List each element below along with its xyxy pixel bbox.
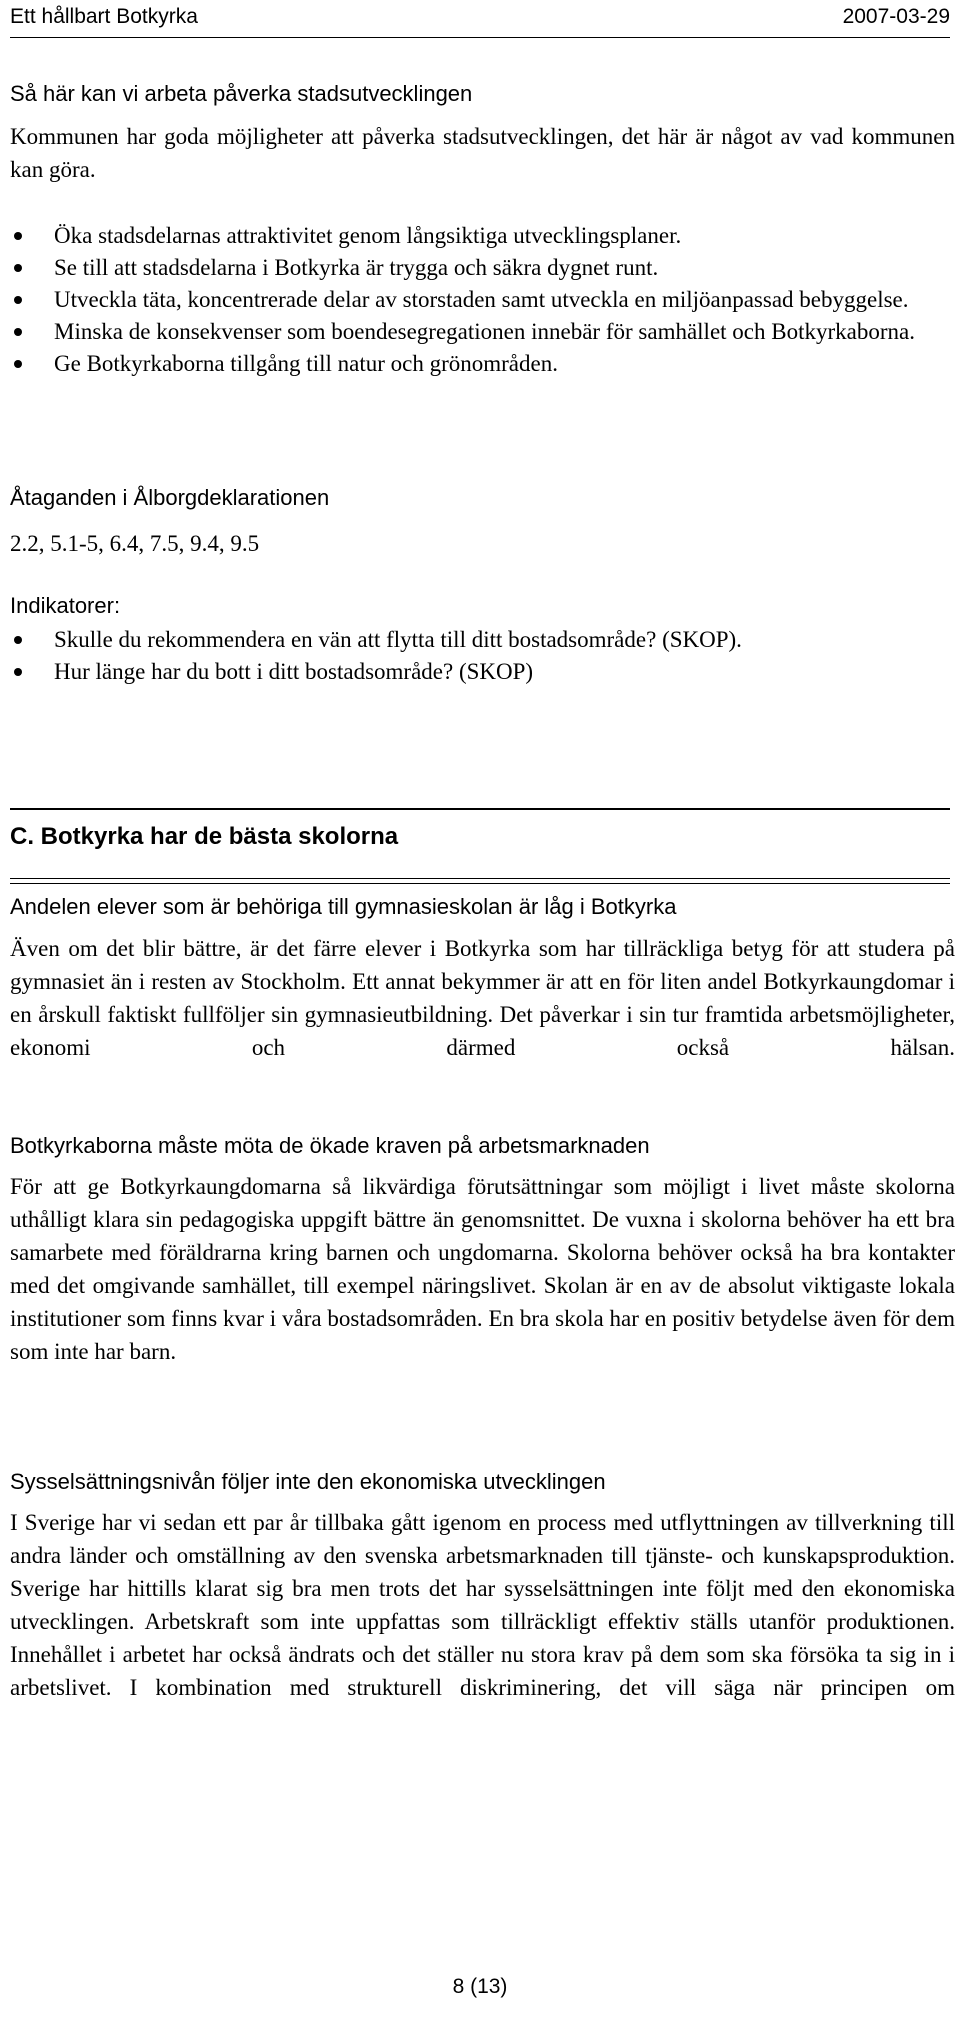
section-rule-bottom bbox=[10, 878, 950, 884]
section-heading-urban-development: Så här kan vi arbeta påverka stadsutvecklingen bbox=[10, 81, 473, 106]
paragraph-employment: I Sverige har vi sedan ett par år tillbaka gått igenom en process med utflyttningen av tillverkning till andra länder och omställning av den svenska arbetsmarknaden till tjänste- och kunskapsproduktion. Sverige har hittills klarat sig bra men trots det har sysselsättningen inte följt med den ekonomiska utvecklingen. Arbetskraft som inte uppfattas som tillräckligt effektiv ställs utanför produktionen. Innehållet i arbetet har också ändrats och det ställer nu stora krav på dem som ska försöka ta sig in i arbetslivet. I kombination med strukturell diskriminering, det vill säga när principen om bbox=[10, 1510, 955, 1700]
indicators-list bbox=[10, 624, 940, 688]
action-list bbox=[10, 220, 940, 380]
page-header bbox=[10, 0, 950, 34]
list-item: Minska de konsekvenser som boendesegregationen innebär för samhället och Botkyrkaborna. bbox=[10, 316, 940, 348]
page-number: 8 (13) bbox=[452, 1975, 508, 1998]
section-c-title: C. Botkyrka har de bästa skolorna bbox=[10, 823, 399, 850]
header-rule bbox=[10, 37, 950, 38]
subheading-labour-market: Botkyrkaborna måste möta de ökade kraven på arbetsmarknaden bbox=[10, 1133, 650, 1158]
commitments-heading: Åtaganden i Ålborgdeklarationen bbox=[10, 485, 330, 510]
list-item: Utveckla täta, koncentrerade delar av storstaden samt utveckla en miljöanpassad bebyggelse. bbox=[10, 284, 940, 316]
list-item: Se till att stadsdelarna i Botkyrka är trygga och säkra dygnet runt. bbox=[10, 252, 940, 284]
paragraph-eligibility: Även om det blir bättre, är det färre elever i Botkyrka som har tillräckliga betyg för att studera på gymnasiet än i resten av Stockholm. Ett annat bekymmer är att en för liten andel Botkyrkaungdomar i en årskull faktiskt fullföljer sin gymnasieutbildning. Det påverkar i sin tur framtida arbetsmöjligheter, ekonomi och därmed också hälsan. bbox=[10, 936, 955, 1060]
indicators-heading: Indikatorer: bbox=[10, 593, 121, 618]
intro-paragraph: Kommunen har goda möjligheter att påverka stadsutvecklingen, det här är något av vad kommunen kan göra. bbox=[10, 124, 955, 182]
list-item: Öka stadsdelarnas attraktivitet genom långsiktiga utvecklingsplaner. bbox=[10, 220, 940, 252]
list-item: Ge Botkyrkaborna tillgång till natur och grönområden. bbox=[10, 348, 940, 380]
subheading-eligibility: Andelen elever som är behöriga till gymnasieskolan är låg i Botkyrka bbox=[10, 894, 677, 919]
commitments-text: 2.2, 5.1-5, 6.4, 7.5, 9.4, 9.5 bbox=[10, 531, 260, 556]
paragraph-labour-market: För att ge Botkyrkaungdomarna så likvärdiga förutsättningar som möjligt i livet måste skolorna uthålligt klara sin pedagogiska uppgift bättre än genomsnittet. De vuxna i skolorna behöver ha ett bra samarbete med föräldrarna kring barnen och ungdomarna. Skolorna behöver också ha bra kontakter med det omgivande samhället, till exempel näringslivet. Skolan är en av de absolut viktigaste lokala institutioner som finns kvar i våra bostadsområden. En bra skola har en positiv betydelse även för dem som inte har barn. bbox=[10, 1174, 955, 1364]
list-item: Hur länge har du bott i ditt bostadsområde? (SKOP) bbox=[10, 656, 940, 688]
list-item: Skulle du rekommendera en vän att flytta till ditt bostadsområde? (SKOP). bbox=[10, 624, 940, 656]
section-rule-top bbox=[10, 808, 950, 810]
header-date: 2007-03-29 bbox=[842, 5, 950, 28]
header-title: Ett hållbart Botkyrka bbox=[10, 5, 198, 28]
subheading-employment: Sysselsättningsnivån följer inte den ekonomiska utvecklingen bbox=[10, 1469, 606, 1494]
